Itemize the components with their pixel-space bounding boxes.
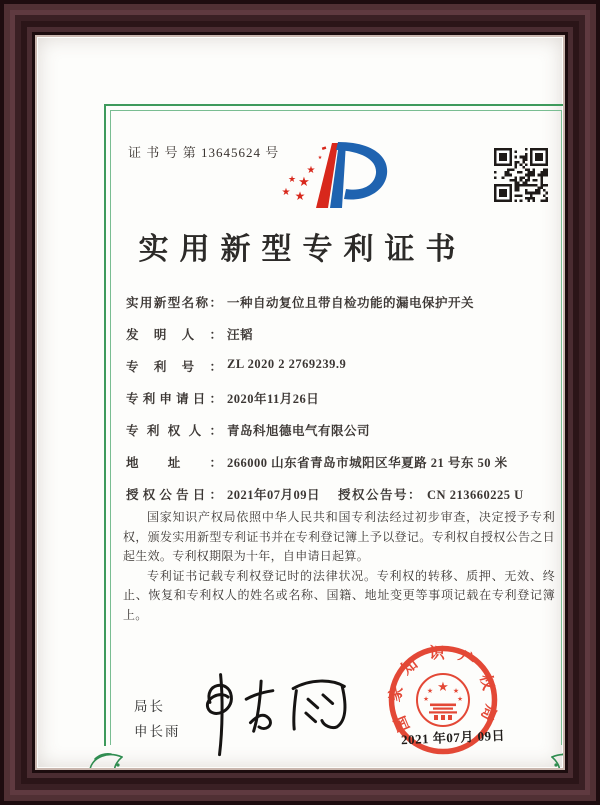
star-icon: ★ <box>437 680 449 695</box>
field-label: 专利号： <box>126 360 222 374</box>
field-value: 2020年11月26日 <box>227 392 320 406</box>
director-name: 申长雨 <box>134 724 181 739</box>
field-label: 专利申请日： <box>126 392 222 406</box>
director-signature-icon <box>180 664 370 760</box>
star-icon: ★ <box>306 165 316 176</box>
field-value: 一种自动复位且带自检功能的漏电保护开关 <box>227 296 475 310</box>
bottom-border-line <box>134 773 538 780</box>
field-row-grant <box>126 485 524 502</box>
grant-date-label: 授权公告日： <box>126 488 222 502</box>
director-title: 局长 <box>134 699 165 714</box>
qr-finder-bottomleft <box>494 184 512 202</box>
field-row-name <box>126 293 482 309</box>
star-icon: ★ <box>317 155 323 161</box>
field-value: 汪韬 <box>227 328 254 342</box>
star-icon: ★ <box>426 687 434 695</box>
star-icon: ★ <box>452 687 460 695</box>
field-label: 地址： <box>126 456 222 470</box>
qr-finder-topleft <box>494 148 512 166</box>
seal-date: 2021 年07月 09日 <box>400 727 506 748</box>
field-value: 青岛科旭德电气有限公司 <box>227 424 371 438</box>
field-value: ZL 2020 2 2769239.9 <box>227 357 347 371</box>
field-value: 266000 山东省青岛市城阳区华夏路 21 号东 50 米 <box>227 456 508 470</box>
field-label: 专利权人： <box>126 424 222 438</box>
qr-code-icon <box>494 148 548 202</box>
grant-no-value: CN 213660225 U <box>427 488 524 502</box>
field-row-patent-no <box>126 357 482 373</box>
field-label: 实用新型名称： <box>126 296 222 310</box>
field-label: 发明人： <box>126 328 222 342</box>
seal-text: 国家知识产权局 <box>386 645 500 735</box>
corner-flourish-left-icon <box>84 749 128 795</box>
field-row-address <box>126 453 508 470</box>
legal-text <box>123 508 555 625</box>
field-list <box>126 293 524 517</box>
grant-date-value: 2021年07月09日 <box>227 488 321 502</box>
star-icon: ★ <box>281 187 291 198</box>
star-icon: ★ <box>298 175 310 190</box>
certificate-paper <box>38 38 562 767</box>
cnipa-logo-icon <box>276 134 406 216</box>
corner-flourish-right-icon <box>546 749 590 795</box>
national-emblem-icon <box>417 674 469 726</box>
certificate-title: 实用新型专利证书 <box>138 233 467 266</box>
star-icon: ★ <box>457 695 463 703</box>
grant-no-label: 授权公告号： <box>338 488 423 502</box>
director-block <box>134 694 181 744</box>
field-row-patentee <box>126 421 482 437</box>
paragraph: 国家知识产权局依照中华人民共和国专利法经过初步审查，决定授予专利权，颁发实用新型专利证书并在专利登记簿上予以登记。专利权自授权公告之日起生效。专利权期限为十年，自申请日起算。 <box>123 510 555 563</box>
star-icon: ★ <box>287 175 297 185</box>
logo-dash <box>322 146 327 150</box>
paragraph: 专利证书记载专利权登记时的法律状况。专利权的转移、质押、无效、终止、恢复和专利权人的姓名或名称、国籍、地址变更等事项记载在专利登记簿上。 <box>123 568 555 622</box>
tiananmen-gate <box>429 704 457 721</box>
star-icon: ★ <box>423 695 429 703</box>
field-row-filing-date <box>126 389 482 405</box>
grant-no-pair <box>338 485 524 503</box>
field-row-inventor <box>126 325 482 341</box>
certificate-number: 证 书 号 第 13645624 号 <box>128 145 280 160</box>
star-icon: ★ <box>294 189 306 203</box>
qr-finder-topright <box>530 148 548 166</box>
